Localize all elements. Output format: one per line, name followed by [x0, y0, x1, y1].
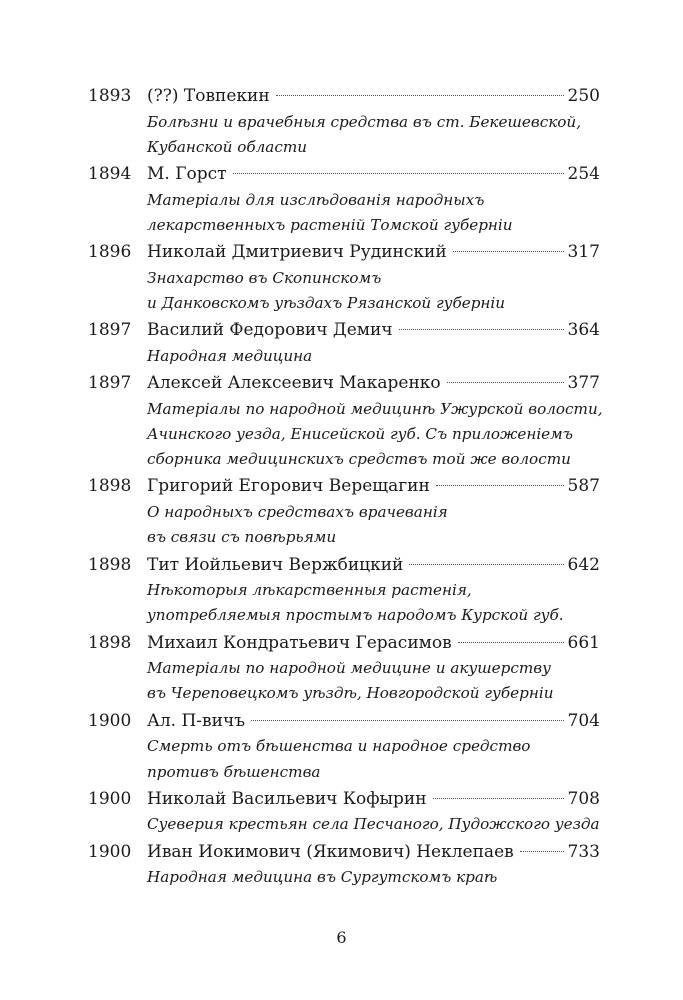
- page-number: 6: [336, 928, 347, 947]
- entry-title-line: и Данковскомъ уѣздахъ Рязанской губерніи: [147, 293, 506, 312]
- entry-title-line: сборника медицинскихъ средствъ той же волости: [147, 450, 571, 469]
- entry-author: Николай Васильевич Кофырин: [147, 788, 427, 809]
- entry-title-line: Матеріалы по народной медицине и акушерству: [147, 659, 551, 678]
- entry-author: Иван Иокимович (Якимович) Неклепаев: [147, 841, 514, 862]
- dot-leader: [436, 485, 564, 486]
- dot-leader: [409, 564, 563, 565]
- author-line: [147, 240, 600, 266]
- author-line: [147, 787, 600, 813]
- toc-entry: [88, 709, 600, 785]
- entry-body: [147, 240, 600, 316]
- entry-title-line: лекарственныхъ растеній Томской губерніи: [147, 215, 513, 234]
- entry-page-number: 377: [567, 373, 600, 394]
- entry-title-line: О народныхъ средствахъ врачеванія: [147, 502, 448, 521]
- entry-title-line: въ Череповецкомъ уѣздѣ, Новгородской губерніи: [147, 684, 554, 703]
- entry-title-line: Знахарство въ Скопинскомъ: [147, 268, 382, 287]
- author-line: [147, 318, 600, 344]
- entry-page-number: 661: [567, 632, 600, 653]
- entry-title-line: Нѣкоторыя лѣкарственныя растенія,: [147, 581, 472, 600]
- entry-author: Алексей Алексеевич Макаренко: [147, 373, 441, 394]
- entry-page-number: 733: [567, 841, 600, 862]
- entry-title-line: противъ бѣшенства: [147, 762, 321, 781]
- toc-entry: [88, 553, 600, 629]
- entry-title-line: Болѣзни и врачебныя средства въ ст. Бекешевской,: [147, 112, 582, 131]
- author-line: [147, 840, 600, 866]
- author-line: [147, 84, 600, 110]
- entry-author: М. Горст: [147, 164, 227, 185]
- entry-author: (??) Товпекин: [147, 86, 270, 106]
- entry-title-line: Народная медицина въ Сургутскомъ краѣ: [147, 868, 498, 887]
- entry-title-line: Суеверия крестьян села Песчаного, Пудожского уезда: [147, 815, 600, 834]
- entry-title-line: Кубанской области: [147, 137, 308, 156]
- entry-author: Михаил Кондратьевич Герасимов: [147, 632, 452, 653]
- entry-page-number: 364: [567, 320, 600, 341]
- entry-body: [147, 709, 600, 785]
- dot-leader: [453, 251, 564, 252]
- entry-year: 1898: [88, 476, 132, 497]
- dot-leader: [447, 382, 564, 383]
- entry-year: 1898: [88, 554, 132, 575]
- toc-entry: [88, 162, 600, 238]
- entry-page-number: 704: [567, 710, 600, 731]
- entry-body: [147, 787, 600, 838]
- entry-body: [147, 162, 600, 238]
- entry-title-line: употребляемыя простымъ народомъ Курской губ.: [147, 606, 564, 625]
- entry-body: [147, 474, 600, 550]
- table-of-contents: [88, 84, 603, 892]
- entry-title-line: Народная медицина: [147, 346, 313, 365]
- entry-year: 1897: [88, 373, 132, 394]
- entry-page-number: 708: [567, 788, 600, 809]
- dot-leader: [399, 329, 564, 330]
- entry-body: [147, 631, 600, 707]
- toc-entry: [88, 840, 600, 891]
- entry-page-number: 254: [567, 164, 600, 185]
- entry-year: 1900: [88, 788, 132, 809]
- toc-entry: [88, 318, 600, 369]
- entry-year: 1893: [88, 86, 132, 106]
- entry-year: 1894: [88, 164, 132, 185]
- dot-leader: [458, 642, 564, 643]
- entry-body: [147, 553, 600, 629]
- entry-body: [147, 318, 600, 369]
- entry-author: Григорий Егорович Верещагин: [147, 476, 430, 497]
- entry-title-line: Матеріалы для изслѣдованія народныхъ: [147, 190, 485, 209]
- entry-body: [147, 84, 600, 160]
- author-line: [147, 371, 600, 397]
- entry-title-line: Ачинского уезда, Енисейской губ. Съ приложеніемъ: [147, 424, 573, 443]
- entry-title-line: Матеріалы по народной медицинѣ Ужурской волости,: [147, 399, 603, 418]
- toc-entry: [88, 787, 600, 838]
- entry-year: 1898: [88, 632, 132, 653]
- entry-title-line: въ связи съ повѣрьями: [147, 528, 337, 547]
- entry-author: Ал. П-вичъ: [147, 710, 246, 731]
- entry-page-number: 587: [567, 476, 600, 497]
- dot-leader: [233, 173, 564, 174]
- toc-entry: [88, 631, 600, 707]
- author-line: [147, 162, 600, 188]
- entry-body: [147, 371, 603, 472]
- entry-page-number: 250: [567, 86, 600, 106]
- entry-year: 1896: [88, 242, 132, 263]
- entry-author: Тит Иойльевич Вержбицкий: [147, 554, 404, 575]
- dot-leader: [251, 720, 564, 721]
- author-line: [147, 709, 600, 735]
- author-line: [147, 474, 600, 500]
- entry-title-line: Смерть отъ бѣшенства и народное средство: [147, 737, 531, 756]
- toc-entry: [88, 371, 603, 472]
- entry-year: 1897: [88, 320, 132, 341]
- entry-body: [147, 840, 600, 891]
- dot-leader: [433, 798, 564, 799]
- entry-page-number: 317: [567, 242, 600, 263]
- entry-author: Николай Дмитриевич Рудинский: [147, 242, 447, 263]
- toc-entry: [88, 84, 600, 160]
- entry-year: 1900: [88, 841, 132, 862]
- toc-entry: [88, 474, 600, 550]
- dot-leader: [520, 851, 564, 852]
- author-line: [147, 631, 600, 657]
- entry-year: 1900: [88, 710, 132, 731]
- entry-page-number: 642: [567, 554, 600, 575]
- author-line: [147, 553, 600, 579]
- entry-author: Василий Федорович Демич: [147, 320, 393, 341]
- dot-leader: [276, 95, 564, 96]
- toc-entry: [88, 240, 600, 316]
